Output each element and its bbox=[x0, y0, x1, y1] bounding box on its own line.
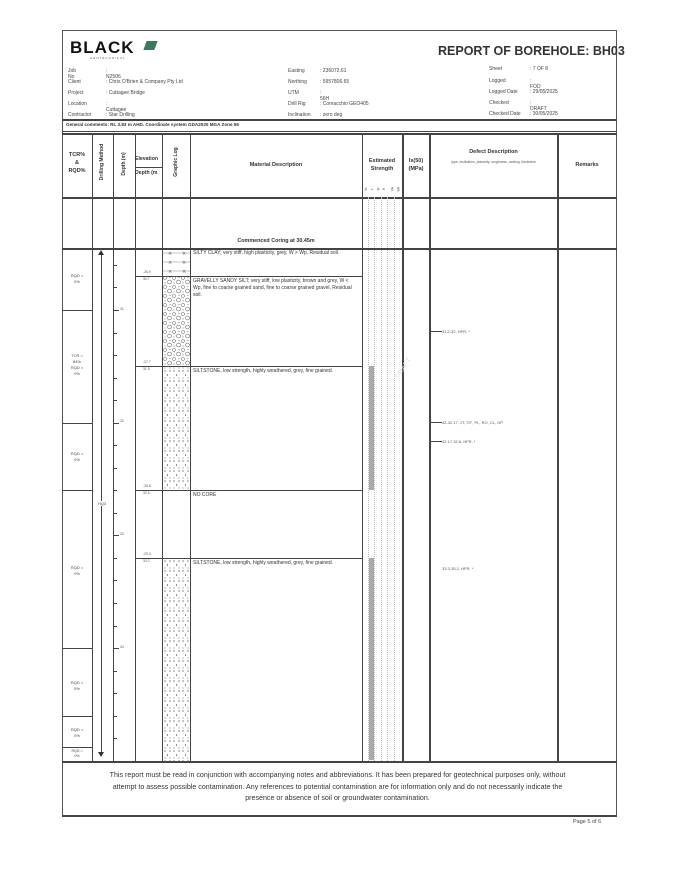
defect-subtitle: type, inclination, planarity, roughness, coating, thickness bbox=[451, 160, 536, 164]
logo-subtext: GEOTECHNICAL bbox=[90, 56, 126, 60]
depth-m-header: Depth (m bbox=[135, 170, 158, 176]
divider bbox=[62, 747, 92, 748]
depth-tick bbox=[114, 738, 117, 739]
depth-tick bbox=[114, 333, 117, 334]
drilling-method-header: Drilling Method bbox=[99, 143, 105, 181]
divider bbox=[62, 133, 617, 135]
material-description: GRAVELLY SANDY SILT; very stiff, low plasticity, brown and grey, W < Wp, fine to coarse grained sand, fine to coarse grained gravel, Residual soil. bbox=[193, 278, 352, 298]
depth-tick bbox=[114, 310, 119, 311]
rqd-value bbox=[62, 727, 92, 739]
info-value: : 236072.61 bbox=[320, 68, 347, 74]
info-label: Client bbox=[68, 79, 81, 85]
info-label: Easting bbox=[288, 68, 305, 74]
info-value: : FOD bbox=[530, 78, 541, 90]
info-label: Logged bbox=[489, 78, 506, 84]
rqd-text: 0% bbox=[74, 457, 80, 462]
defect-text: 32-32.17, JT, 70°, PL, RO, CL, OP bbox=[442, 420, 503, 425]
divider bbox=[62, 815, 617, 817]
siltstone-pattern bbox=[163, 366, 190, 490]
info-label: Project bbox=[68, 90, 84, 96]
is50-header bbox=[403, 157, 429, 173]
depth-tick bbox=[114, 400, 117, 401]
divider bbox=[62, 197, 617, 199]
strength-class: M bbox=[376, 187, 381, 191]
rqd-value bbox=[62, 451, 92, 463]
info-value: : 56H bbox=[320, 90, 330, 102]
arrow-down-icon bbox=[98, 752, 104, 757]
divider bbox=[62, 490, 92, 491]
depth-label: 34 bbox=[120, 645, 124, 649]
header-text: & bbox=[75, 160, 79, 166]
report-title: REPORT OF BOREHOLE: BH03 bbox=[438, 44, 625, 58]
info-label: Checked bbox=[489, 100, 509, 106]
depth-label: 31 bbox=[120, 307, 124, 311]
commenced-coring: Commenced Coring at 30.45m bbox=[237, 238, 315, 244]
divider bbox=[62, 761, 617, 763]
depth-header: Depth (m) bbox=[121, 152, 127, 176]
general-comments: General comments: RL 3.83 m AHD. Coordinate system GDA2020 MGA Zone 56 bbox=[66, 122, 239, 127]
rqd-text: 0% bbox=[74, 754, 80, 758]
depth-tick bbox=[114, 265, 117, 266]
strength-class: H bbox=[382, 187, 387, 191]
depth-tick bbox=[114, 558, 117, 559]
material-description: SILTSTONE, low strength, highly weathered, grey, fine grained. bbox=[193, 368, 334, 374]
graphic-log bbox=[163, 249, 190, 761]
header-text: (MPa) bbox=[408, 166, 424, 172]
col-divider bbox=[92, 133, 93, 761]
rqd-text: 0% bbox=[74, 371, 80, 376]
info-label: Logged Date bbox=[489, 89, 518, 95]
info-label: Inclination bbox=[288, 112, 311, 118]
depth-label: 33.2 bbox=[143, 559, 150, 563]
depth-tick bbox=[114, 378, 117, 379]
rqd-text: RQD = bbox=[70, 273, 84, 278]
elevation-label: -26.9 bbox=[143, 270, 151, 274]
divider bbox=[62, 423, 92, 424]
depth-label: 32.6 bbox=[143, 491, 150, 495]
depth-tick bbox=[114, 716, 117, 717]
remarks-header: Remarks bbox=[575, 162, 599, 168]
material-description: SILTSTONE, low strength, highly weathered, grey, fine grained. bbox=[193, 560, 334, 566]
rqd-text: RQD = bbox=[70, 365, 84, 370]
elevation-label: -28.8 bbox=[143, 484, 151, 488]
info-label: UTM bbox=[288, 90, 299, 96]
strength-class: L bbox=[369, 188, 374, 190]
depth-tick bbox=[114, 513, 117, 514]
depth-tick bbox=[114, 603, 117, 604]
col-divider bbox=[135, 133, 136, 761]
rqd-text: TCR = bbox=[71, 353, 83, 358]
depth-tick bbox=[114, 693, 117, 694]
col-divider bbox=[402, 133, 404, 761]
divider bbox=[62, 648, 92, 649]
elevation-label: -29.4 bbox=[143, 552, 151, 556]
depth-tick bbox=[114, 535, 119, 536]
depth-tick bbox=[114, 671, 117, 672]
info-value: : zero deg bbox=[320, 112, 343, 118]
header-text: RQD% bbox=[68, 168, 86, 174]
strength-grid bbox=[381, 197, 382, 761]
defect-marker bbox=[430, 441, 442, 442]
strength-grid bbox=[387, 197, 388, 761]
info-value: : N2506 bbox=[106, 68, 121, 80]
depth-label: 31.5 bbox=[143, 367, 150, 371]
header-text: Estimated bbox=[368, 158, 396, 164]
info-label: Location bbox=[68, 101, 87, 107]
strength-bar bbox=[369, 366, 374, 490]
depth-tick bbox=[114, 445, 117, 446]
depth-tick bbox=[114, 626, 117, 627]
info-label: Northing bbox=[288, 79, 307, 85]
divider bbox=[62, 131, 617, 132]
elevation-header: Elevation bbox=[135, 156, 159, 162]
rqd-text: RQD = bbox=[70, 565, 84, 570]
depth-tick bbox=[114, 490, 117, 491]
tcr-rqd-header bbox=[62, 151, 92, 175]
graphic-log-header: Graphic Log bbox=[173, 147, 179, 177]
rqd-value bbox=[62, 749, 92, 760]
rqd-text: 84% bbox=[72, 359, 81, 364]
strength-class: VL bbox=[364, 186, 369, 192]
defect-marker bbox=[430, 331, 442, 332]
defect-text: 33.3-35.2, HFR, * bbox=[442, 566, 474, 571]
info-value: : Star Drilling bbox=[106, 112, 135, 118]
silty-clay-pattern bbox=[163, 249, 190, 276]
divider bbox=[62, 310, 92, 311]
drilling-method-value: HQ3 bbox=[94, 501, 110, 506]
material-description-header: Material Description bbox=[249, 162, 303, 168]
gravelly-silt-pattern bbox=[163, 276, 190, 366]
estimated-strength-header bbox=[362, 157, 402, 173]
col-divider bbox=[362, 133, 363, 761]
material-description: NO CORE bbox=[193, 492, 217, 498]
sheet-value: : 7 OF 8 bbox=[530, 66, 549, 72]
strength-bar bbox=[369, 558, 374, 760]
strength-class: VH bbox=[390, 186, 395, 192]
page-number: Page 5 of 6 bbox=[573, 819, 602, 825]
siltstone-pattern bbox=[163, 558, 190, 761]
info-label: Drill Rig bbox=[288, 101, 306, 107]
rqd-text: 0% bbox=[74, 686, 80, 691]
company-logo: BLACK bbox=[70, 38, 135, 57]
rqd-text: 0% bbox=[74, 571, 80, 576]
draft-watermark: DRAFT bbox=[394, 356, 414, 381]
rqd-value bbox=[62, 680, 92, 692]
defect-description-header: Defect Description bbox=[469, 149, 518, 155]
depth-label: 30.7 bbox=[143, 277, 150, 281]
depth-tick bbox=[114, 580, 117, 581]
arrow-up-icon bbox=[98, 250, 104, 255]
info-value: : DRAFT bbox=[530, 100, 547, 112]
strength-grid bbox=[394, 197, 395, 761]
col-divider bbox=[429, 133, 431, 761]
rqd-text: 0% bbox=[74, 733, 80, 738]
info-value: : Chris O'Brien & Company Pty Ltd bbox=[106, 79, 183, 85]
info-value: : 5957806.65 bbox=[320, 79, 350, 85]
divider bbox=[135, 167, 162, 168]
header-text: TCR% bbox=[68, 152, 86, 158]
info-label: Checked Date bbox=[489, 111, 521, 117]
rqd-value bbox=[62, 273, 92, 285]
info-label: Sheet bbox=[489, 66, 503, 72]
divider bbox=[62, 119, 617, 121]
divider bbox=[62, 716, 92, 717]
rqd-text: RQD = bbox=[70, 680, 84, 685]
elevation-label: -27.7 bbox=[143, 360, 151, 364]
defect-text: 31.2-32, HFR, * bbox=[442, 329, 470, 334]
strength-class: EH bbox=[396, 186, 401, 192]
header-text: Is(50) bbox=[408, 158, 424, 164]
material-description: SILTY CLAY; very stiff, high plasticity, grey, W > Wp, Residual soil. bbox=[193, 250, 340, 256]
col-divider bbox=[190, 133, 191, 761]
info-value: : Cuttagee Bridge bbox=[106, 90, 145, 96]
defect-marker bbox=[430, 422, 442, 423]
defect-text: 32.17-32.6, HFR, * bbox=[442, 439, 476, 444]
tcr-rqd-value bbox=[62, 353, 92, 377]
depth-tick bbox=[114, 355, 117, 356]
rqd-value bbox=[62, 565, 92, 577]
depth-tick bbox=[114, 648, 119, 649]
info-value: : Comacchio GEO405 bbox=[320, 101, 369, 107]
strength-classes bbox=[363, 184, 402, 196]
depth-tick bbox=[114, 423, 119, 424]
rqd-text: RQD = bbox=[70, 451, 84, 456]
rqd-text: RQD = bbox=[70, 727, 84, 732]
col-divider bbox=[113, 133, 114, 761]
depth-tick bbox=[114, 287, 117, 288]
disclaimer: This report must be read in conjunction with accompanying notes and abbreviations. It has been prepared for geotechnical purposes only, without attempt to assess possible contamination. Any references to potential contamination are for information only and do not necessarily indicate the presence or absence of soil or groundwater contamination. bbox=[109, 771, 566, 802]
report-frame bbox=[62, 30, 617, 815]
depth-label: 33 bbox=[120, 532, 124, 536]
rqd-text: 0% bbox=[74, 279, 80, 284]
header-text: Strength bbox=[370, 166, 394, 172]
col-divider bbox=[557, 133, 559, 761]
depth-tick bbox=[114, 468, 117, 469]
info-value: : Cuttagee bbox=[106, 101, 127, 113]
rqd-text: RQD = bbox=[71, 749, 83, 753]
depth-label: 32 bbox=[120, 419, 124, 423]
info-value: : 30/05/2025 bbox=[530, 111, 558, 117]
info-label: Job No bbox=[68, 68, 77, 80]
info-label: Contractor bbox=[68, 112, 92, 118]
strength-grid bbox=[374, 197, 375, 761]
info-value: : 29/05/2025 bbox=[530, 89, 558, 95]
